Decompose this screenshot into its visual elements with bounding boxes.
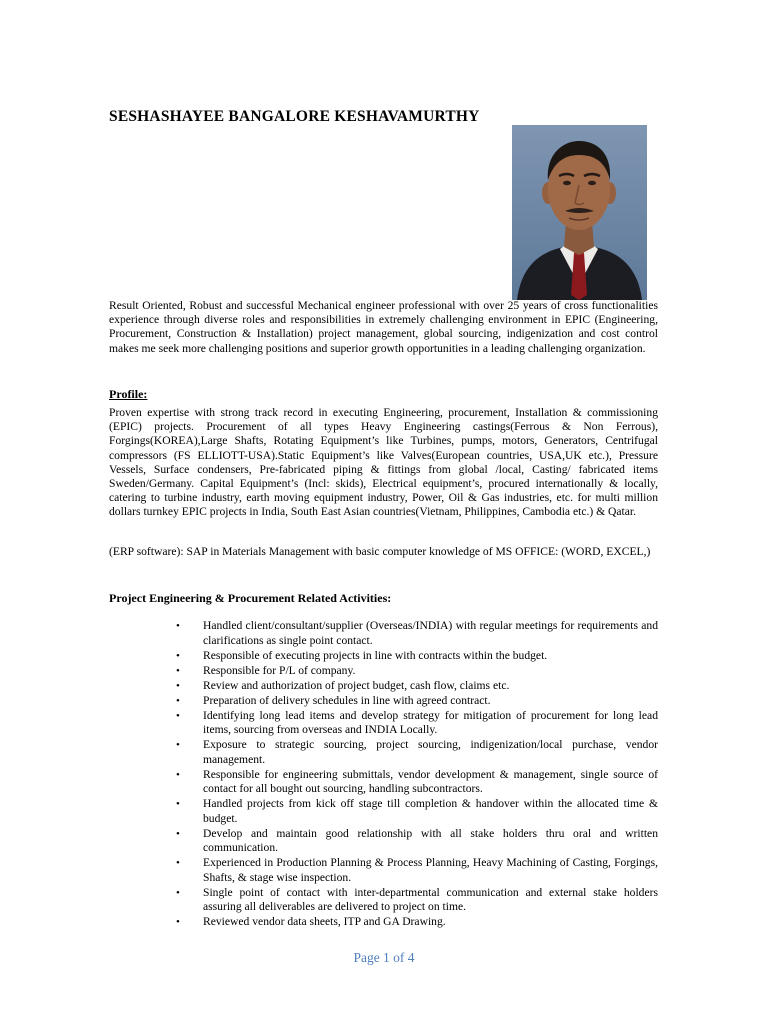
list-item [176, 768, 658, 797]
list-item [176, 619, 658, 648]
list-item [176, 694, 658, 709]
activities-heading: Project Engineering & Procurement Related Activities: [109, 591, 392, 605]
list-item-text: Exposure to strategic sourcing, project sourcing, indigenization/local purchase, vendor management. [203, 738, 658, 766]
list-item-text: Responsible of executing projects in line with contracts within the budget. [203, 648, 548, 662]
summary-paragraph: Result Oriented, Robust and successful Mechanical engineer professional with over 25 years of cross functionalities experience through diverse roles and responsibilities in extremely challenging environment in EPIC (Engineering, Procurement, Construction & Installation) project management, global sourcing, indigenization and cost control makes me seek more challenging positions and superior growth opportunities in a leading challenging organization. [109, 299, 658, 355]
bullet-icon: • [176, 664, 180, 677]
list-item-text: Review and authorization of project budget, cash flow, claims etc. [203, 678, 510, 692]
profile-paragraph: Proven expertise with strong track record in executing Engineering, procurement, Installation & commissioning (EPIC) projects. Procurement of all types Heavy Engineering castings(Ferrous & Non Ferrous), Forgings(KOREA),Large Shafts, Rotating Equipment’s like Turbines, pumps, motors, Generators, Centrifugal compressors (FS ELLIOTT-USA).Static Equipment’s like Valves(European countries, USA,UK etc.), Pressure Vessels, Surface condensers, Pre-fabricated piping & fittings from global /local, Casting/ fabricated items Sweden/Germany. Capital Equipment’s (Incl: skids), Electrical equipment’s, procured internationally & locally, catering to turbine industry, earth moving equipment industry, Power, Oil & Gas industries, etc. for multi million dollars turnkey EPIC projects in India, South East Asian countries(Vietnam, Philippines, Cambodia etc.) & Qatar. [109, 406, 658, 519]
list-item-text: Single point of contact with inter-departmental communication and external stake holders assuring all deliverables are delivered to project on time. [203, 885, 658, 913]
bullet-icon: • [176, 649, 180, 662]
list-item-text: Preparation of delivery schedules in line with agreed contract. [203, 693, 491, 707]
list-item-text: Handled projects from kick off stage till completion & handover within the allocated time & budget. [203, 797, 658, 825]
list-item [176, 827, 658, 856]
profile-heading: Profile: [109, 387, 148, 401]
bullet-icon: • [176, 827, 180, 840]
list-item-text: Handled client/consultant/supplier (Overseas/INDIA) with regular meetings for requirements and clarifications as single point contact. [203, 619, 658, 647]
bullet-icon: • [176, 798, 180, 810]
list-item [176, 649, 658, 664]
list-item [176, 709, 658, 738]
bullet-icon: • [176, 857, 180, 869]
bullet-icon: • [176, 739, 180, 751]
list-item-text: Identifying long lead items and develop strategy for mitigation of procurement for long lead items, sourcing from overseas and INDIA Locally. [203, 708, 658, 736]
activities-list [176, 619, 658, 930]
bullet-icon: • [176, 679, 180, 692]
bullet-icon: • [176, 694, 180, 707]
list-item [176, 679, 658, 694]
bullet-icon: • [176, 620, 180, 632]
list-item [176, 797, 658, 826]
page-number: Page 1 of 4 [353, 950, 415, 965]
list-item-text: Responsible for P/L of company. [203, 663, 356, 677]
profile-photo [512, 125, 647, 300]
erp-paragraph: (ERP software): SAP in Materials Management with basic computer knowledge of MS OFFICE: (WORD, EXCEL,) [109, 545, 651, 558]
list-item-text: Responsible for engineering submittals, vendor development & management, single source of contact for all bought out sourcing, handling subcontractors. [203, 767, 658, 795]
bullet-icon: • [176, 768, 180, 781]
bullet-icon: • [176, 916, 180, 928]
list-item-text: Reviewed vendor data sheets, ITP and GA Drawing. [203, 915, 446, 928]
candidate-name: SESHASHAYEE BANGALORE KESHAVAMURTHY [109, 108, 480, 125]
list-item [176, 886, 658, 915]
bullet-icon: • [176, 886, 180, 899]
bullet-icon: • [176, 709, 180, 722]
list-item [176, 856, 658, 885]
list-item [176, 915, 658, 930]
list-item-text: Develop and maintain good relationship with all stake holders thru oral and written communication. [203, 826, 658, 854]
list-item [176, 738, 658, 767]
list-item [176, 664, 658, 679]
list-item-text: Experienced in Production Planning & Process Planning, Heavy Machining of Casting, Forgings, Shafts, & stage wise inspection. [203, 856, 658, 884]
portrait-image [512, 125, 647, 300]
